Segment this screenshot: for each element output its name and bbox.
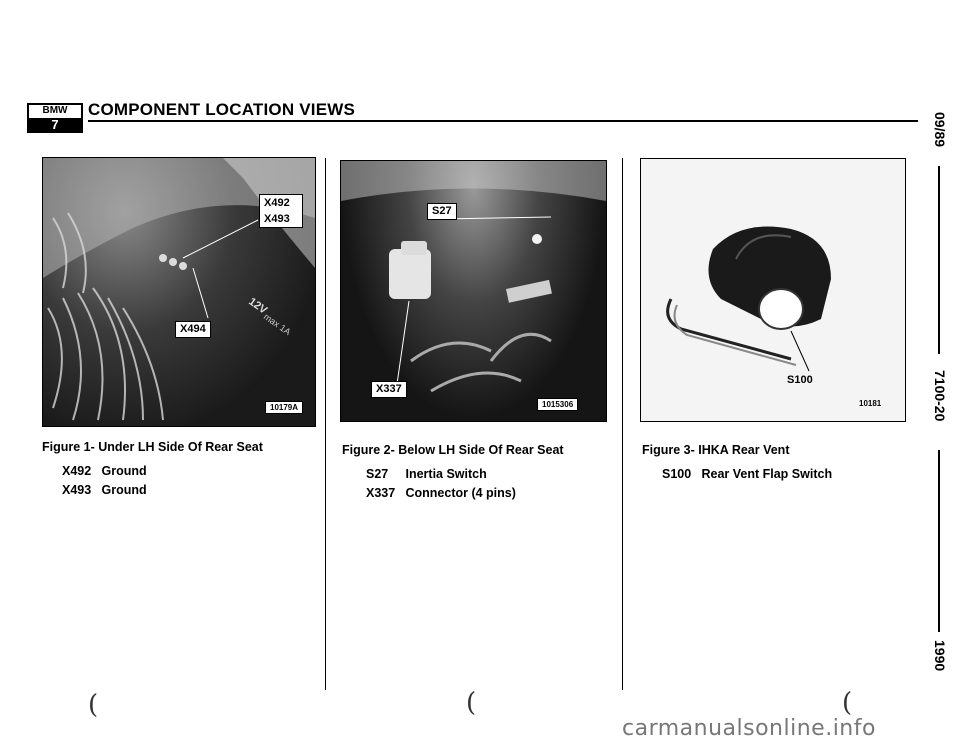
photo-number: 1015306 [537,398,578,411]
list-item [62,462,147,481]
photo-label-x492: X492 [264,197,290,209]
figure-1-item-list [62,462,147,500]
figure-3-photo [640,158,906,422]
list-item [62,481,147,500]
logo-brand: BMW [29,105,81,120]
figure-3-item-list [662,465,832,484]
item-description: Ground [101,483,147,497]
list-item [662,465,832,484]
item-code: X337 [366,486,396,500]
side-year: 1990 [932,640,948,672]
logo-model: 7 [29,118,81,131]
item-description: Ground [101,464,147,478]
figure-3-photo-art [641,159,905,421]
figure-2-caption: Figure 2- Below LH Side Of Rear Seat [342,443,564,457]
photo-number: 10179A [265,401,303,414]
item-description: Inertia Switch [405,467,487,481]
bmw-7-logo [27,103,83,133]
binding-mark: ( [88,690,99,720]
figure-2-photo [340,160,607,422]
side-rule [938,450,940,632]
svg-text:12V: 12V [246,295,270,317]
item-code: S27 [366,467,389,481]
side-date: 09/89 [932,112,948,148]
item-code: X492 [62,464,92,478]
side-rule [938,166,940,354]
photo-label-x337: X337 [371,381,407,398]
binding-mark: ( [842,688,853,718]
watermark: carmanualsonline.info [622,716,876,741]
side-section-number: 7100-20 [932,370,948,422]
header-rule [88,120,918,122]
binding-mark: ( [466,688,477,718]
svg-text:max 1A: max 1A [261,311,293,338]
figure-1-photo [42,157,316,427]
figure-1-caption: Figure 1- Under LH Side Of Rear Seat [42,440,263,454]
photo-label-s27: S27 [427,203,457,220]
photo-label-x494: X494 [175,321,211,338]
list-item [366,484,516,503]
figure-3-caption: Figure 3- IHKA Rear Vent [642,443,790,457]
list-item [366,465,516,484]
photo-label-s100: S100 [787,374,813,386]
page-title: COMPONENT LOCATION VIEWS [88,100,356,119]
item-code: S100 [662,467,692,481]
item-description: Rear Vent Flap Switch [701,467,833,481]
item-description: Connector (4 pins) [405,486,516,500]
photo-number: 10181 [859,399,882,408]
column-divider [325,158,326,690]
column-divider [622,158,623,690]
photo-label-x493: X493 [264,213,290,225]
figure-2-item-list [366,465,516,503]
photo-label-group [259,194,303,228]
item-code: X493 [62,483,92,497]
